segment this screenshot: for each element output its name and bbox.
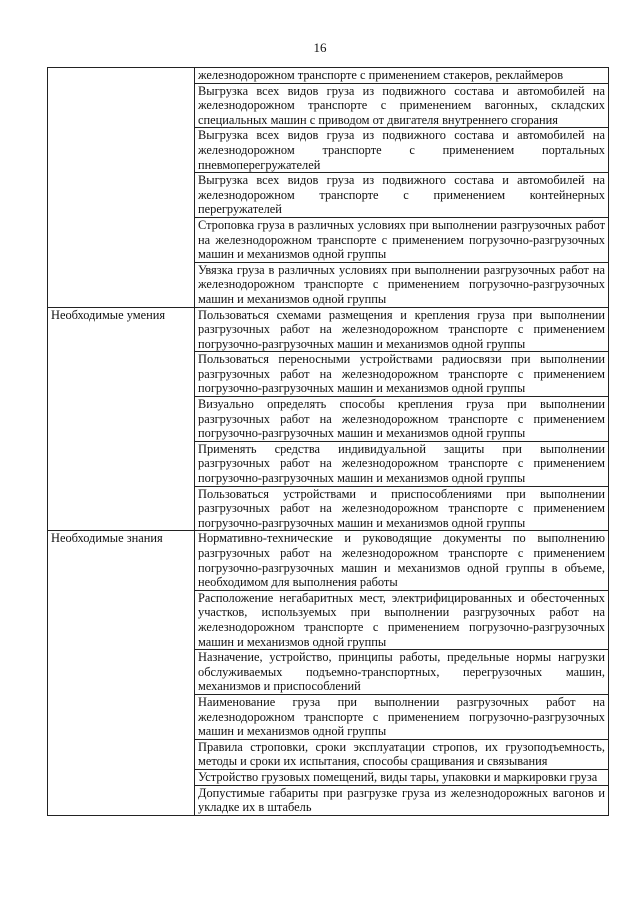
section-label: Необходимые знания [48,531,195,815]
requirement-text: Применять средства индивидуальной защиты при выполнении разгрузочных работ на железнодорожном транспорте с применением погрузочно-разгрузочных машин и механизмов одной группы [195,441,609,486]
requirement-text: Устройство грузовых помещений, виды тары, упаковки и маркировки груза [195,769,609,785]
requirement-text: железнодорожном транспорте с применением стакеров, реклаймеров [195,68,609,84]
requirement-text: Визуально определять способы крепления груза при выполнении разгрузочных работ на железнодорожном транспорте с применением погрузочно-разгрузочных машин и механизмов одной группы [195,397,609,442]
requirement-text: Назначение, устройство, принципы работы, предельные нормы нагрузки обслуживаемых подъемно-транспортных, перегрузочных машин, механизмов и приспособлений [195,650,609,695]
requirement-text: Строповка груза в различных условиях при выполнении разгрузочных работ на железнодорожном транспорте с применением погрузочно-разгрузочных машин и механизмов одной группы [195,217,609,262]
requirement-text: Выгрузка всех видов груза из подвижного состава и автомобилей на железнодорожном транспорте с применением вагонных, складских специальных машин с приводом от двигателя внутреннего сгорания [195,83,609,128]
requirement-text: Пользоваться схемами размещения и крепления груза при выполнении разгрузочных работ на железнодорожном транспорте с применением погрузочно-разгрузочных машин и механизмов одной группы [195,307,609,352]
requirements-table-body [48,68,609,816]
requirement-text: Допустимые габариты при разгрузке груза из железнодорожных вагонов и укладке их в штабель [195,785,609,815]
table-row [48,68,609,84]
requirement-text: Нормативно-технические и руководящие документы по выполнению разгрузочных работ на железнодорожном транспорте с применением погрузочно-разгрузочных машин и механизмов одной группы в объеме, необходимом для выполнения работы [195,531,609,590]
requirement-text: Выгрузка всех видов груза из подвижного состава и автомобилей на железнодорожном транспорте с применением портальных пневмоперегружателей [195,128,609,173]
table-row [48,307,609,352]
requirement-text: Пользоваться устройствами и приспособлениями при выполнении разгрузочных работ на железнодорожном транспорте с применением погрузочно-разгрузочных машин и механизмов одной группы [195,486,609,531]
section-label [48,68,195,308]
requirement-text: Наименование груза при выполнении разгрузочных работ на железнодорожном транспорте с применением погрузочно-разгрузочных машин и механизмов одной группы [195,694,609,739]
section-label: Необходимые умения [48,307,195,531]
requirement-text: Расположение негабаритных мест, электрифицированных и обесточенных участков, используемых при выполнении разгрузочных работ на железнодорожном транспорте с применением погрузочно-разгрузочных машин и механизмов одной группы [195,590,609,649]
requirement-text: Выгрузка всех видов груза из подвижного состава и автомобилей на железнодорожном транспорте с применением контейнерных перегружателей [195,173,609,218]
table-row [48,531,609,590]
requirement-text: Пользоваться переносными устройствами радиосвязи при выполнении разгрузочных работ на железнодорожном транспорте с применением погрузочно-разгрузочных машин и механизмов одной группы [195,352,609,397]
page-number: 16 [313,40,327,55]
requirement-text: Правила строповки, сроки эксплуатации стропов, их грузоподъемность, методы и сроки их испытания, способы сращивания и связывания [195,739,609,769]
requirements-table [47,67,609,816]
requirement-text: Увязка груза в различных условиях при выполнении разгрузочных работ на железнодорожном транспорте с применением погрузочно-разгрузочных машин и механизмов одной группы [195,262,609,307]
